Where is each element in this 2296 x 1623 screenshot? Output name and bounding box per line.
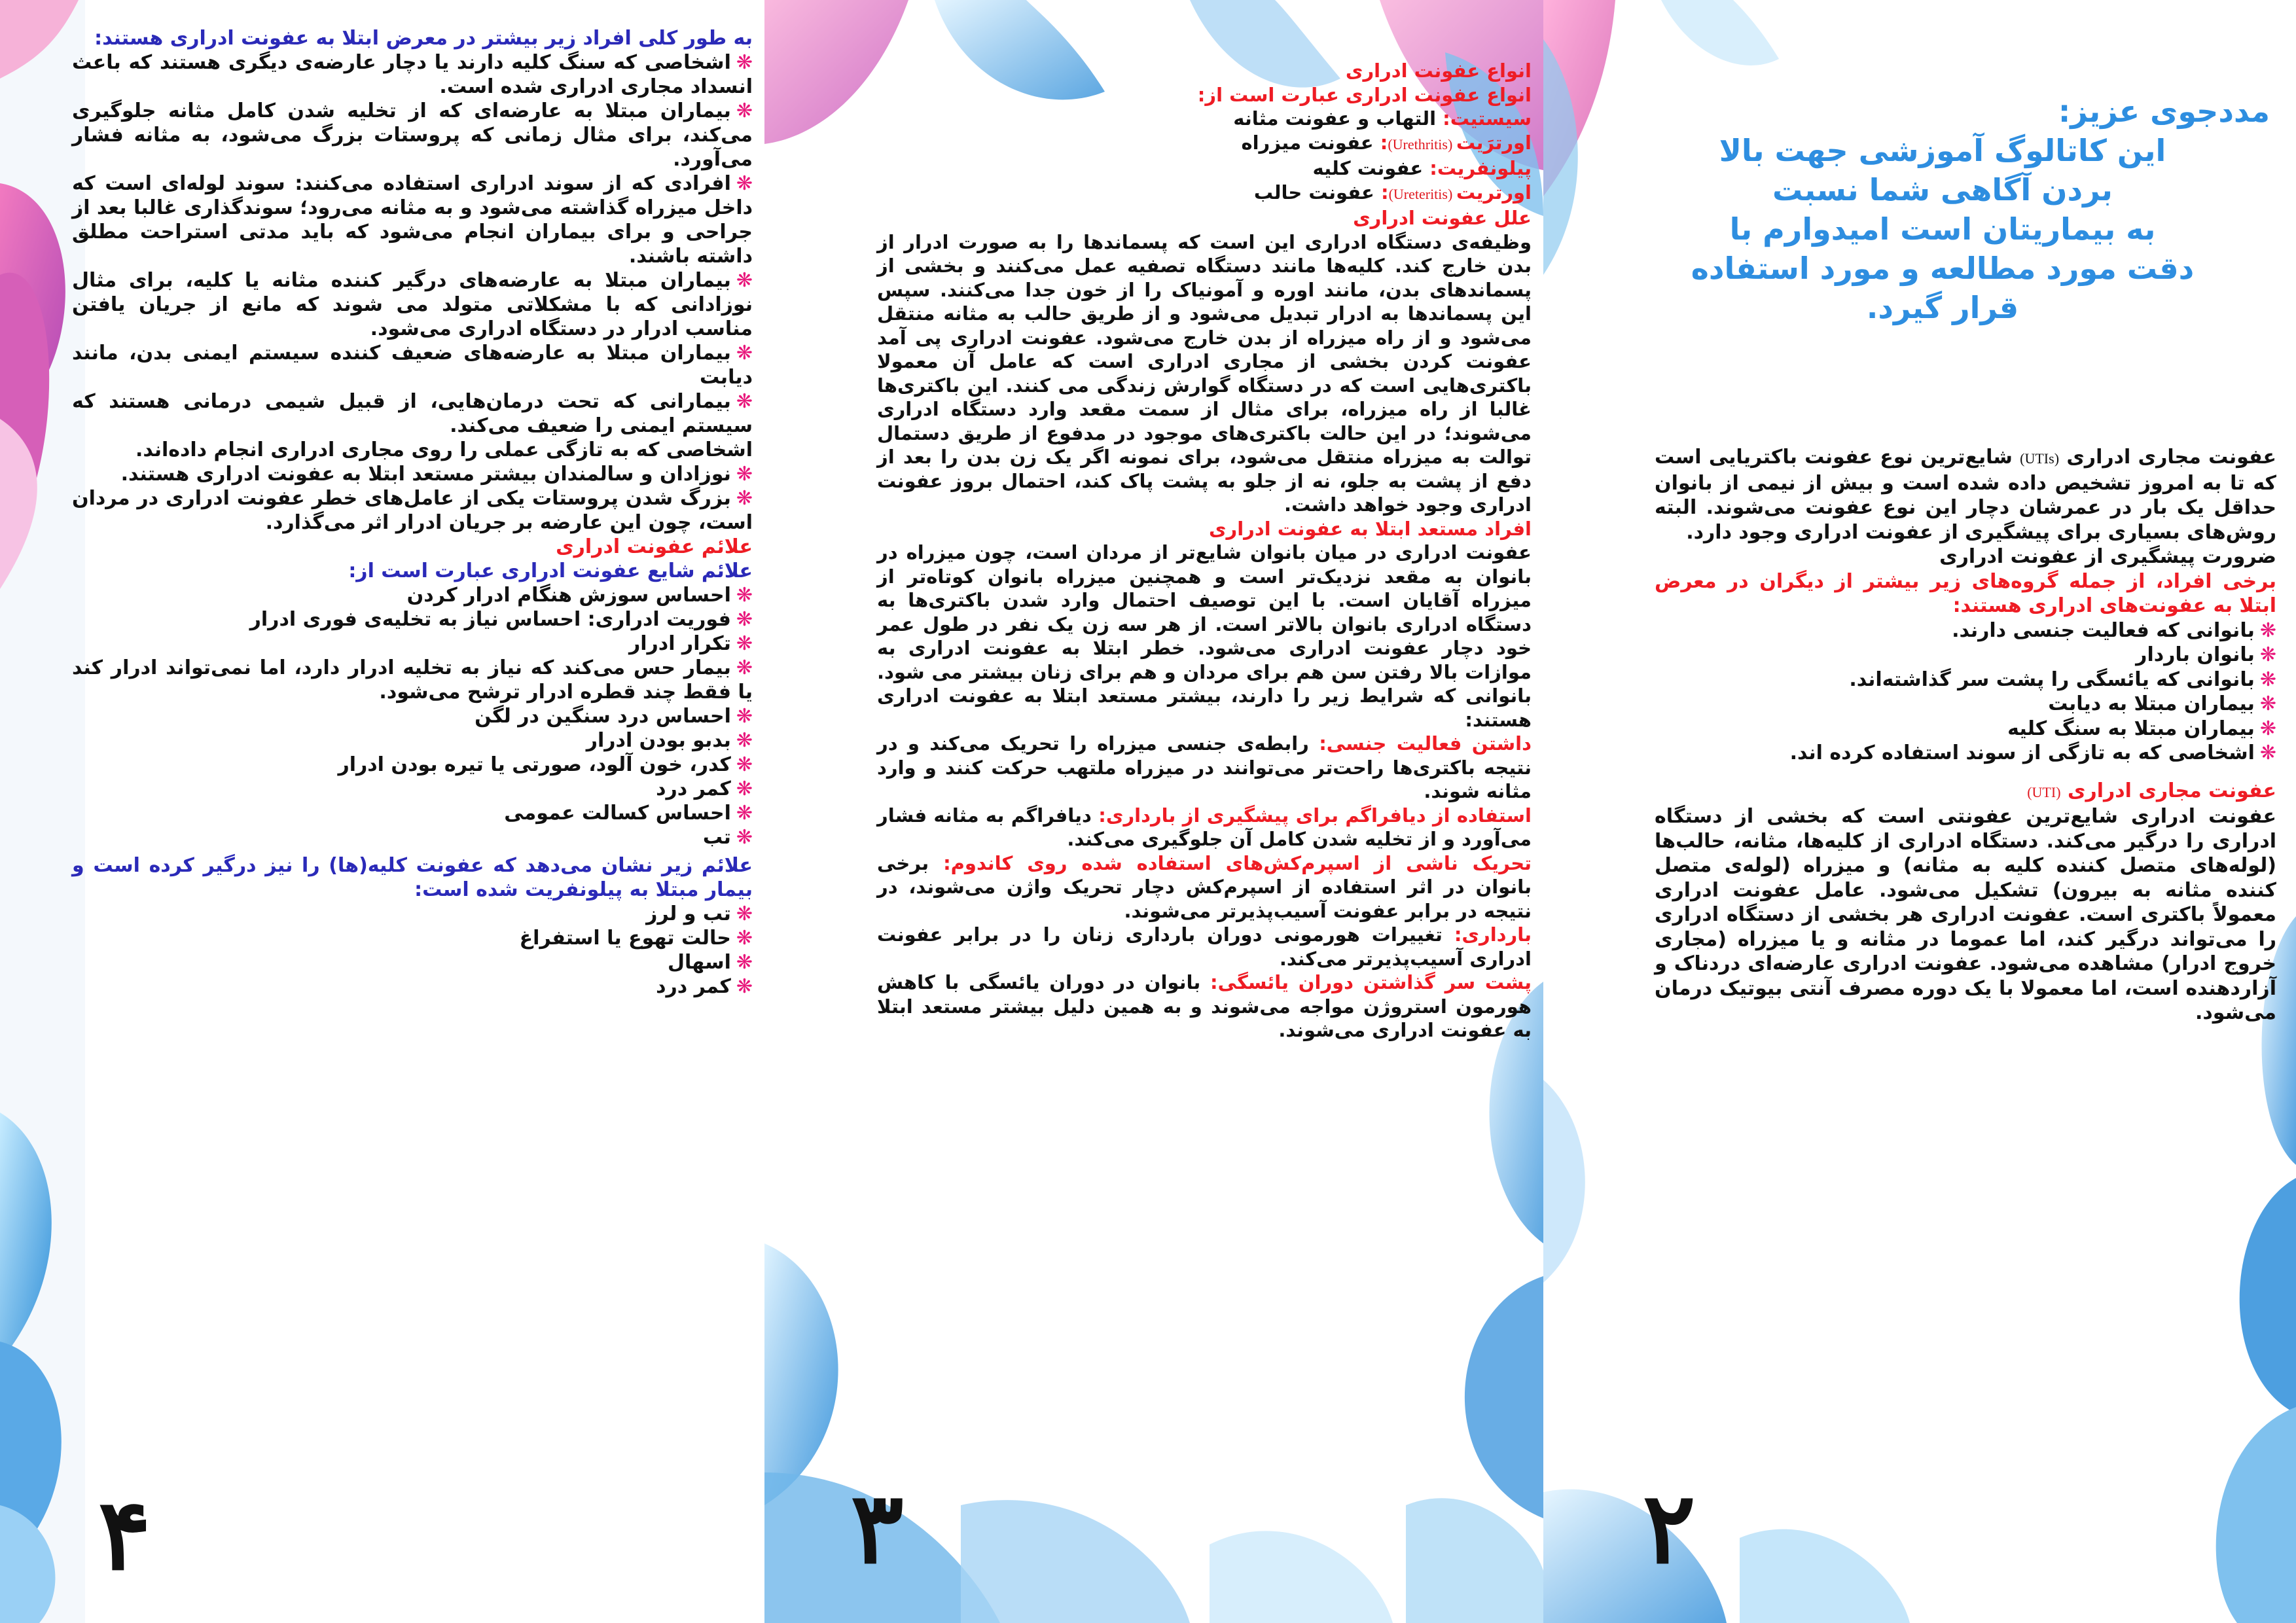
symptoms-subheading: علائم شایع عفونت ادراری عبارت است از: — [348, 560, 753, 582]
risk-list-item — [72, 268, 753, 341]
symptom-item — [72, 777, 753, 801]
intro-line: این کاتالوگ آموزشی جهت بالا — [1719, 133, 2166, 168]
types-heading: انواع عفونت ادراری — [1345, 60, 1532, 82]
risk-item — [877, 971, 1532, 1043]
type-label: پیلونفریت: — [1429, 157, 1532, 179]
uti-heading — [1655, 779, 2276, 805]
kidney-symptom-item — [72, 950, 753, 974]
asterisk-icon: ❋ — [736, 463, 753, 486]
asterisk-icon: ❋ — [2259, 618, 2276, 642]
risk-item-text: بانوان در دوران یائسگی با کاهش هورمون استروژن مواجه می‌شوند و به همین دلیل بیشتر مستعد ابتلا به عفونت ادراری می‌شوند. — [877, 971, 1532, 1041]
risk-list-item-text: بیماران مبتلا به عارضه‌ای که از تخلیه شدن کامل مثانه جلوگیری می‌کند، برای مثال زمانی که پروستات بزرگ می‌شود، به مثانه فشار می‌آورد. — [72, 99, 753, 171]
asterisk-icon: ❋ — [736, 902, 753, 925]
symptom-item — [72, 825, 753, 849]
type-text: التهاب و عفونت مثانه — [1233, 107, 1443, 130]
intro-box — [1615, 92, 2270, 327]
type-text: : — [1380, 131, 1388, 154]
asterisk-icon: ❋ — [736, 584, 753, 607]
asterisk-icon: ❋ — [736, 729, 753, 752]
risk-list-item-text: اشخاصی که سنگ کلیه دارند یا دچار عارضه‌ی دیگری هستند که باعث انسداد مجاری ادراری شده است. — [72, 51, 753, 98]
asterisk-icon: ❋ — [736, 826, 753, 849]
risk-list-item — [72, 462, 753, 486]
symptom-item-text: بیمار حس می‌کند که نیاز به تخلیه ادرار دارد، اما نمی‌تواند ادرار کند یا فقط چند قطره ادرار ترشح می‌شود. — [72, 656, 753, 704]
asterisk-icon: ❋ — [736, 951, 753, 974]
page-number-4: ۴ — [98, 1477, 151, 1592]
asterisk-icon: ❋ — [736, 753, 753, 776]
symptom-item-text: احساس درد سنگین در لگن — [475, 705, 731, 728]
risk-list-item-text: بیماران مبتلا به عارضه‌های درگیر کننده مثانه یا کلیه، برای مثال نوزادانی که با مشکلاتی متولد می شوند که مانع از جریان یافتن مناسب ادرار در دستگاه ادراری می‌شود. — [72, 269, 753, 340]
type-item — [877, 107, 1532, 131]
type-text-rest: عفونت میزراه — [1241, 131, 1380, 154]
risk-item — [877, 851, 1532, 923]
risk-list-item-text: افرادی که از سوند ادراری استفاده می‌کنند: سوند لوله‌ای است که داخل میزراه گذاشته می‌شود و به مثانه می‌رود؛ سوندگذاری غالبا بعد از جراحی و برای بیماران انجام می‌شود که باید مدتی استراحت مطلق داشته باشند. — [72, 172, 753, 268]
kidney-symptom-item-text: کمر درد — [656, 975, 731, 998]
page-number-3: ۳ — [851, 1471, 904, 1586]
asterisk-icon: ❋ — [736, 632, 753, 655]
symptom-item — [72, 753, 753, 777]
kidney-symptom-item — [72, 902, 753, 926]
panel2-content — [1655, 445, 2276, 1026]
panel4-content — [72, 26, 753, 999]
symptom-item-text: احساس کسالت عمومی — [504, 802, 731, 825]
risk-list-item-text: نوزادان و سالمندان بیشتر مستعد ابتلا به عفونت ادراری هستند. — [120, 463, 731, 486]
kidney-symptom-item-text: تب و لرز — [646, 902, 731, 925]
intro-line: بردن آگاهی شما نسبت — [1772, 172, 2113, 207]
uti-intro-term: عفونت مجاری ادراری — [2066, 446, 2277, 469]
asterisk-icon: ❋ — [2259, 717, 2276, 740]
types-subheading: انواع عفونت ادراری عبارت است از: — [1197, 83, 1532, 106]
type-text: عفونت کلیه — [1312, 157, 1430, 179]
risk-item-text: تغییرات هورمونی دوران بارداری زنان را در برابر عفونت ادراری آسیب‌پذیرتر می‌کند. — [877, 923, 1532, 970]
at-risk-item-text: بانوانی که فعالیت جنسی دارند. — [1952, 618, 2255, 642]
asterisk-icon: ❋ — [736, 705, 753, 728]
intro-line: دقت مورد مطالعه و مورد استفاده — [1691, 251, 2195, 286]
panel3-content — [877, 59, 1532, 1043]
risk-list-item — [72, 341, 753, 389]
risk-item-label: بارداری: — [1454, 923, 1532, 946]
risk-list-item — [72, 50, 753, 99]
asterisk-icon: ❋ — [736, 927, 753, 950]
type-item — [877, 156, 1532, 181]
symptom-item-text: فوریت ادراری: احساس نیاز به تخلیه‌ی فوری ادرار — [249, 608, 731, 631]
type-item — [877, 131, 1532, 157]
at-risk-item — [1655, 618, 2276, 643]
symptom-item — [72, 632, 753, 656]
prevention-line: ضرورت پیشگیری از عفونت ادراری — [1939, 545, 2276, 568]
risk-list-item — [72, 486, 753, 535]
asterisk-icon: ❋ — [2259, 643, 2276, 666]
risk-list-item-text: بیمارانی که تحت درمان‌هایی، از قبیل شیمی درمانی هستند که سیستم ایمنی را ضعیف می‌کند. — [72, 390, 753, 437]
risk-list-item — [72, 438, 753, 462]
type-latin: (Urethritis) — [1388, 135, 1456, 152]
at-risk-item — [1655, 717, 2276, 741]
asterisk-icon: ❋ — [2259, 741, 2276, 764]
asterisk-icon: ❋ — [736, 390, 753, 413]
symptom-item — [72, 607, 753, 632]
kidney-symptom-item-text: اسهال — [667, 951, 731, 974]
asterisk-icon: ❋ — [736, 777, 753, 800]
asterisk-icon: ❋ — [736, 608, 753, 631]
risk-item-label: پشت سر گذاشتن دوران یائسگی: — [1210, 971, 1532, 993]
risk-item-label: استفاده از دیافراگم برای پیشگیری از بارداری: — [1098, 804, 1532, 827]
symptom-item — [72, 656, 753, 704]
uti-intro-body: شایع‌ترین نوع عفونت باکتریایی است که تا به امروز تشخیص داده شده است و بیش از نیمی از بانوان حداقل یک بار در عمرشان دچار این نوع عفونت می‌شوند. البته روش‌های بسیاری برای پیشگیری از عفونت ادراری وجود دارد. — [1655, 446, 2276, 544]
intro-line: قرار گیرد. — [1866, 290, 2019, 325]
symptom-item-text: کمر درد — [656, 777, 731, 800]
risk-heading: افراد مستعد ابتلا به عفونت ادراری — [1208, 517, 1532, 540]
symptom-item — [72, 801, 753, 825]
type-label: اورترَیت — [1456, 131, 1532, 154]
risk-text: عفونت ادراری در میان بانوان شایع‌تر از مردان است، چون میزراه در بانوان به مقعد نزدیک‌تر است و همچنین میزراه بانوان کوتاه‌تر از میزراه آقایان است. با این توصیف احتمال وارد شدن باکتری‌ها به دستگاه ادراری بانوان بالاتر است. از هر سه زن یک نفر در طول عمر خود دچار عفونت ادراری می‌شود. خطر ابتلا به عفونت ادراری به موازات بالا رفتن سن هم برای مردان و هم برای زنان بیشتر می شود. بانوانی که شرایط زیر را دارند، بیشتر مستعد ابتلا به عفونت ادراری هستند: — [877, 541, 1532, 731]
causes-heading: علل عفونت ادراری — [1353, 207, 1532, 229]
type-item — [877, 181, 1532, 207]
risk-list-item — [72, 171, 753, 268]
risk-item-text: دیافراگم به مثانه فشار می‌آورد و از تخلیه شدن کامل آن جلوگیری می‌کند. — [877, 804, 1532, 850]
symptoms-list — [72, 583, 753, 849]
risk-list-item — [72, 99, 753, 171]
risk-item-label: تحریک ناشی از اسپرم‌کش‌های استفاده شده روی کاندوم: — [943, 851, 1532, 874]
uti-heading-latin: (UTI) — [2027, 783, 2061, 800]
risk-list-item — [72, 389, 753, 438]
kidney-symptom-item — [72, 974, 753, 999]
risk-item-text: برخی بانوان در اثر استفاده از اسپرم‌کش دچار تحریک واژن می‌شوند، در نتیجه در برابر عفونت آسیب‌پذیرتر می‌شوند. — [877, 851, 1532, 922]
intro-lines — [1615, 131, 2270, 327]
at-risk-item — [1655, 692, 2276, 717]
symptom-item-text: کدر، خون آلود، صورتی یا تیره بودن ادرار — [338, 753, 731, 776]
kidney-symptom-item-text: حالت تهوع یا استفراغ — [519, 927, 731, 950]
at-risk-list — [1655, 618, 2276, 766]
type-latin: (Ureteritis) — [1388, 185, 1456, 202]
type-text-rest: عفونت حالب — [1253, 181, 1381, 204]
risk-item — [877, 923, 1532, 971]
risk-item-label: داشتن فعالیت جنسی: — [1319, 732, 1532, 755]
types-list — [877, 107, 1532, 206]
at-risk-item — [1655, 643, 2276, 668]
at-risk-item-text: اشخاصی که به تازگی از سوند استفاده کرده اند. — [1789, 741, 2255, 764]
panel-page-2 — [1597, 0, 2296, 1623]
type-text: : — [1380, 181, 1389, 204]
at-risk-item-text: بیماران مبتلا به دیابت — [2048, 692, 2255, 715]
asterisk-icon: ❋ — [2259, 692, 2276, 715]
page-number-2: ۲ — [1643, 1471, 1696, 1586]
at-risk-item-text: بیماران مبتلا به سنگ کلیه — [2007, 717, 2255, 740]
panel4-heading: به طور کلی افراد زیر بیشتر در معرض ابتلا به عفونت ادراری هستند: — [94, 27, 753, 50]
asterisk-icon: ❋ — [736, 342, 753, 365]
risk-item-text: رابطه‌ی جنسی میزراه را تحریک می‌کند و در نتیجه باکتری‌ها راحت‌تر می‌توانند در میزراه ملتهب حرکت کنند و وارد مثانه شوند. — [877, 732, 1532, 802]
at-risk-item — [1655, 741, 2276, 766]
risk-item — [877, 732, 1532, 804]
uti-intro-paragraph — [1655, 445, 2276, 544]
uti-intro-latin: (UTIs) — [2020, 450, 2060, 467]
risk-list-item-text: بیماران مبتلا به عارضه‌های ضعیف کننده سیستم ایمنی بدن، مانند دیابت — [72, 342, 753, 389]
uti-heading-text: عفونت مجاری ادراری — [2067, 779, 2276, 802]
panel-page-3 — [838, 0, 1532, 1623]
symptom-item-text: تب — [702, 826, 731, 849]
risk-list-item-text: بزرگ شدن پروستات یکی از عامل‌های خطر عفونت ادراری در مردان است، چون این عارضه بر جریان ادرار اثر می‌گذارد. — [72, 487, 753, 534]
kidney-symptom-item — [72, 926, 753, 950]
at-risk-item-text: بانوانی که یائسگی را پشت سر گذاشته‌اند. — [1849, 668, 2255, 691]
symptom-item-text: تکرار ادرار — [628, 632, 731, 655]
symptoms-heading: علائم عفونت ادراری — [556, 535, 753, 558]
asterisk-icon: ❋ — [736, 51, 753, 74]
symptom-item — [72, 704, 753, 728]
symptom-item-text: احساس سوزش هنگام ادرار کردن — [406, 584, 731, 607]
risk-list-item-text: اشخاصی که به تازگی عملی را روی مجاری ادراری انجام داده‌اند. — [135, 438, 753, 461]
asterisk-icon: ❋ — [736, 975, 753, 998]
at-risk-item-text: بانوان باردار — [2136, 643, 2255, 666]
kidney-symptoms-list — [72, 902, 753, 999]
asterisk-icon: ❋ — [2259, 668, 2276, 691]
kidney-heading: علائم زیر نشان می‌دهد که عفونت کلیه(ها) را نیز درگیر کرده است و بیمار مبتلا به پیلونفریت شده است: — [72, 854, 753, 901]
asterisk-icon: ❋ — [736, 802, 753, 825]
asterisk-icon: ❋ — [736, 269, 753, 292]
asterisk-icon: ❋ — [736, 172, 753, 195]
at-risk-item — [1655, 668, 2276, 692]
causes-text: وظیفه‌ی دستگاه ادراری این است که پسماندها را به صورت ادرار از بدن خارج کند. کلیه‌ها مانند دستگاه تصفیه عمل می‌کنند و بخشی از پسماندهای بدن، مانند اوره و آمونیاک را از خون جدا می‌کنند. سپس این پسماندها به ادرار تبدیل می‌شود و از طریق حالب به مثانه منتقل می‌شود و از راه میزراه از بدن خارج می‌شود. عفونت ادراری پی آمد عفونت کردن بخشی از مجاری ادراری است که عامل آن معمولا باکتری‌هایی است که در دستگاه گوارش زندگی می کنند. این باکتری‌ها غالبا از راه میزراه، برای مثال از سمت مقعد وارد دستگاه ادراری می‌شوند؛ در این حالت باکتری‌های موجود در مدفوع از طریق دستمال توالت به میزراه منتقل می‌شود، برای نمونه اگر یک زن بدن را بعد از دفع از پشت به جلو، نه از جلو به پشت پاک کند، احتمال بروز عفونت ادراری وجود خواهد داشت. — [877, 230, 1532, 516]
panel4-risk-list — [72, 50, 753, 535]
symptom-item — [72, 728, 753, 753]
intro-heading: مددجوی عزیز: — [2058, 94, 2270, 129]
uti-text: عفونت ادراری شایع‌ترین عفونتی است که بخشی از دستگاه ادراری را درگیر می‌کند. دستگاه ادراری از کلیه‌ها، مثانه، حالب‌ها (لوله‌های متصل کننده کلیه به مثانه) و میزراه (لوله‌ی متصل کننده مثانه به بیرون) تشکیل می‌شود. عامل عفونت ادراری معمولاً باکتری است. عفونت ادراری هر بخشی از دستگاه ادراری را می‌تواند درگیر کند، اما عموما در مثانه و یا میزراه (مجاری خروج ادرار) مشاهده می‌شود. عفونت ادراری عارضه‌ای دردناک و آزاردهنده است، اما معمولا با یک دوره مصرف آنتی بیوتیک درمان می‌شود. — [1655, 805, 2276, 1024]
symptom-item — [72, 583, 753, 607]
asterisk-icon: ❋ — [736, 99, 753, 122]
asterisk-icon: ❋ — [736, 487, 753, 510]
risk-items — [877, 732, 1532, 1043]
panel-page-4 — [39, 0, 766, 1623]
symptom-item-text: بدبو بودن ادرار — [586, 729, 731, 752]
asterisk-icon: ❋ — [736, 656, 753, 679]
risk-item — [877, 804, 1532, 851]
type-label: سیستیت: — [1443, 107, 1532, 130]
type-label: اورتریت — [1456, 181, 1532, 204]
at-risk-heading: برخی افراد، از جمله گروه‌های زیر بیشتر از دیگران در معرض ابتلا به عفونت‌های ادراری هستند: — [1655, 569, 2276, 617]
intro-line: به بیماریتان است امیدوارم با — [1729, 211, 2156, 247]
